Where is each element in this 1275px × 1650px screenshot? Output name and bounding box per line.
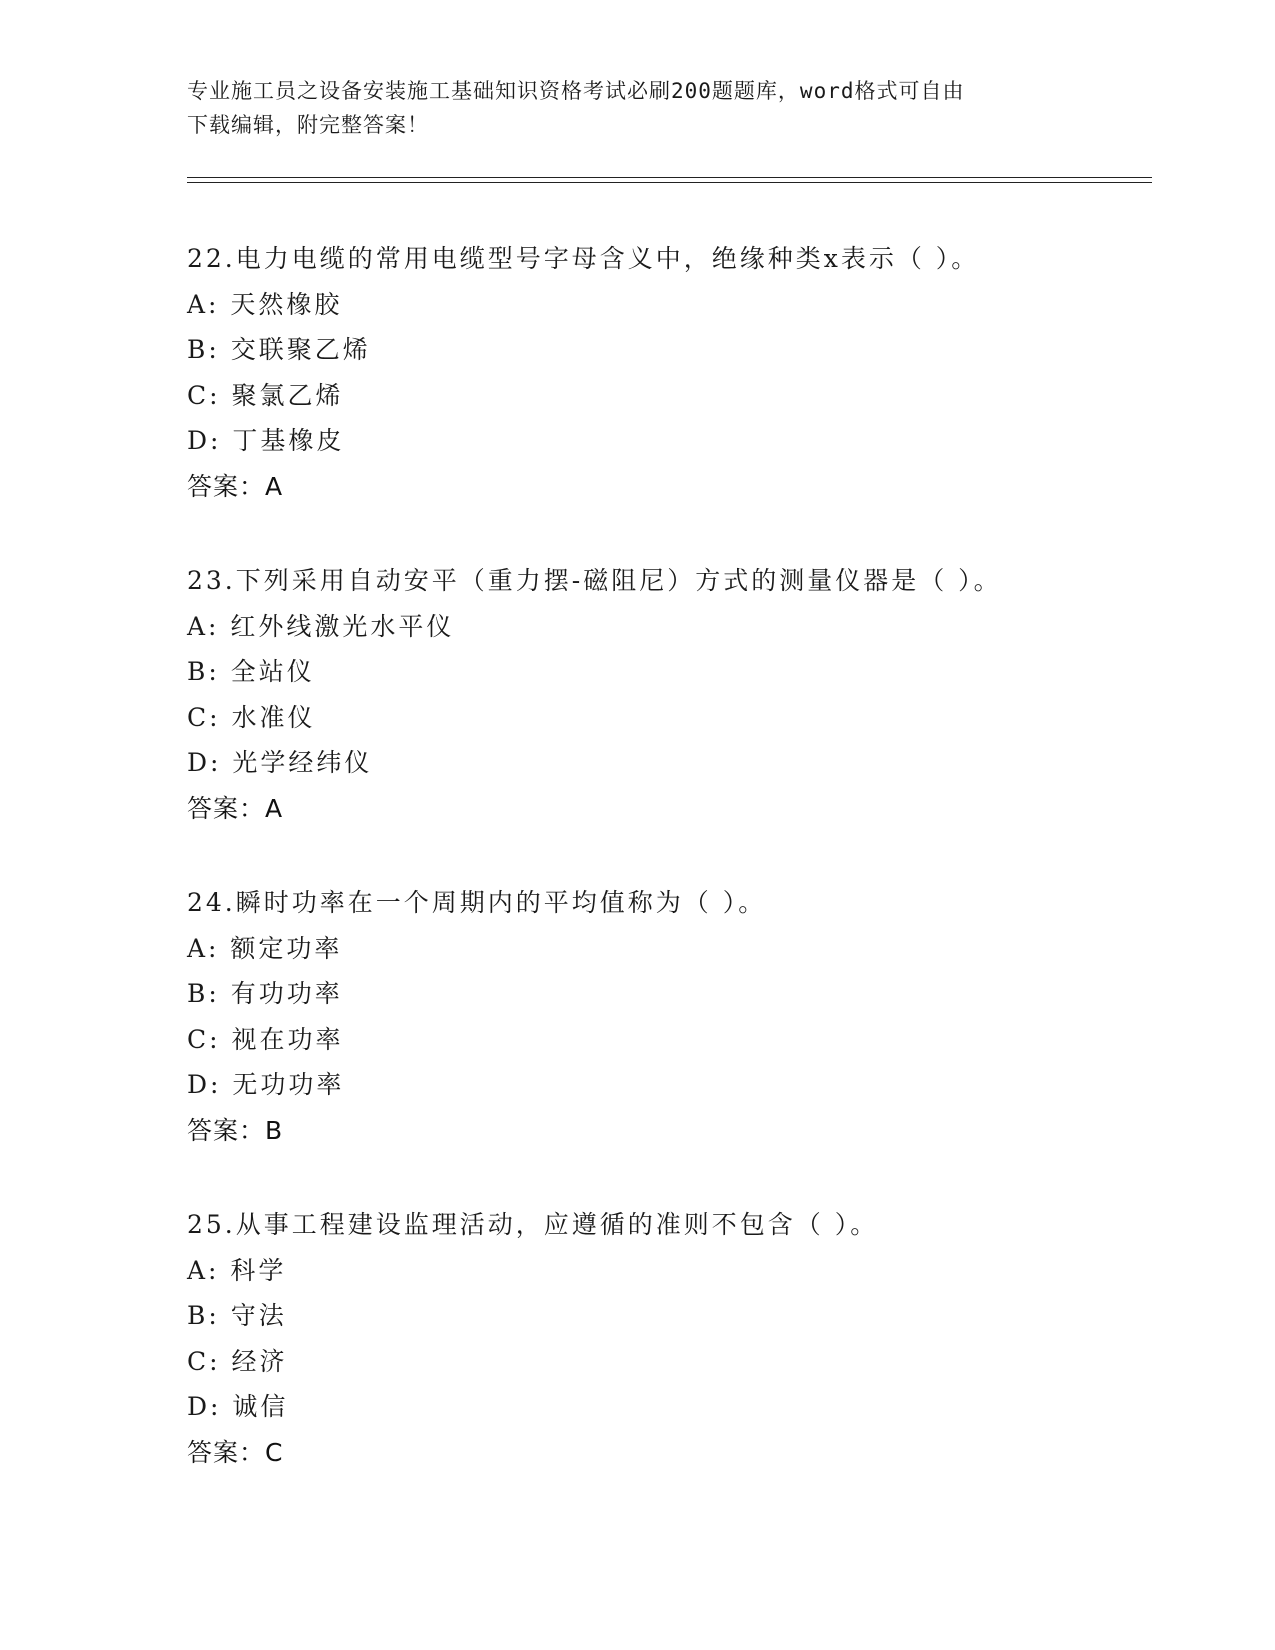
document-header <box>187 74 1067 142</box>
answer-label: 答案：A <box>187 793 284 823</box>
header-line-2: 下载编辑，附完整答案！ <box>187 113 429 137</box>
header-rule-top <box>187 177 1152 178</box>
option-d: D: 无功功率 <box>187 1070 345 1099</box>
option-b: B: 交联聚乙烯 <box>187 335 371 364</box>
option-b: B: 有功功率 <box>187 979 343 1008</box>
question-block <box>187 558 1187 831</box>
option-b: B: 全站仪 <box>187 657 315 686</box>
option-a: A: 科学 <box>187 1255 287 1285</box>
answer-label: 答案：A <box>187 471 284 501</box>
question-title: 23.下列采用自动安平（重力摆-磁阻尼）方式的测量仪器是（ ）。 <box>187 566 1002 595</box>
question-block <box>187 1202 1187 1475</box>
option-a: A: 天然橡胶 <box>187 289 343 319</box>
question-block <box>187 880 1187 1153</box>
question-list <box>187 236 1187 1524</box>
option-a: A: 额定功率 <box>187 933 343 963</box>
header-line-1: 专业施工员之设备安装施工基础知识资格考试必刷200题题库，word格式可自由 <box>187 79 965 103</box>
option-c: C: 视在功率 <box>187 1024 344 1054</box>
option-b: B: 守法 <box>187 1301 287 1330</box>
question-block <box>187 236 1187 509</box>
option-c: C: 聚氯乙烯 <box>187 380 344 410</box>
option-d: D: 光学经纬仪 <box>187 748 373 777</box>
option-c: C: 经济 <box>187 1346 288 1376</box>
option-d: D: 丁基橡皮 <box>187 426 345 455</box>
question-title: 22.电力电缆的常用电缆型号字母含义中，绝缘种类x表示（ ）。 <box>187 244 980 273</box>
option-c: C: 水准仪 <box>187 702 316 732</box>
option-a: A: 红外线激光水平仪 <box>187 611 455 641</box>
answer-label: 答案：C <box>187 1437 284 1467</box>
question-title: 24.瞬时功率在一个周期内的平均值称为（ ）。 <box>187 888 767 917</box>
question-title: 25.从事工程建设监理活动，应遵循的准则不包含（ ）。 <box>187 1210 879 1239</box>
option-d: D: 诚信 <box>187 1392 289 1421</box>
answer-label: 答案：B <box>187 1115 284 1145</box>
header-rule-bottom <box>187 182 1152 183</box>
